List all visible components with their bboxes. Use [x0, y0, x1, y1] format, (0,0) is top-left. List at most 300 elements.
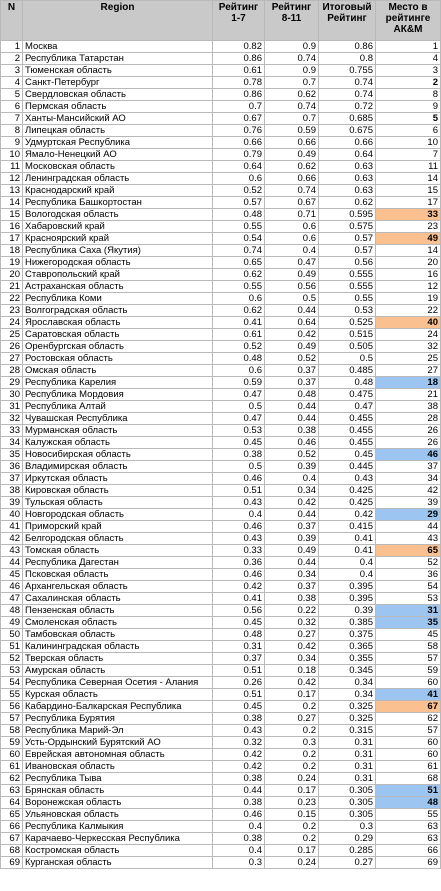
rating-1-7: 0.61 — [213, 329, 265, 341]
rating-1-7: 0.46 — [213, 521, 265, 533]
total-rating: 0.375 — [319, 629, 376, 641]
akm-place: 22 — [376, 305, 441, 317]
rating-8-11: 0.56 — [265, 281, 319, 293]
akm-place: 33 — [376, 209, 441, 221]
rating-1-7: 0.66 — [213, 137, 265, 149]
region-name: Удмуртская Республика — [23, 137, 213, 149]
rating-8-11: 0.42 — [265, 677, 319, 689]
table-row — [1, 437, 441, 449]
table-row — [1, 149, 441, 161]
rating-1-7: 0.4 — [213, 509, 265, 521]
row-number: 25 — [1, 329, 23, 341]
rating-1-7: 0.57 — [213, 197, 265, 209]
total-rating: 0.29 — [319, 833, 376, 845]
rating-8-11: 0.17 — [265, 845, 319, 857]
row-number: 34 — [1, 437, 23, 449]
row-number: 61 — [1, 761, 23, 773]
rating-8-11: 0.27 — [265, 629, 319, 641]
row-number: 21 — [1, 281, 23, 293]
row-number: 24 — [1, 317, 23, 329]
rating-1-7: 0.32 — [213, 737, 265, 749]
row-number: 11 — [1, 161, 23, 173]
table-row — [1, 161, 441, 173]
rating-1-7: 0.54 — [213, 233, 265, 245]
akm-place: 24 — [376, 329, 441, 341]
table-row — [1, 173, 441, 185]
akm-place: 26 — [376, 425, 441, 437]
total-rating: 0.525 — [319, 317, 376, 329]
region-name: Республика Тыва — [23, 773, 213, 785]
rating-8-11: 0.17 — [265, 785, 319, 797]
total-rating: 0.62 — [319, 197, 376, 209]
rating-1-7: 0.55 — [213, 281, 265, 293]
total-rating: 0.285 — [319, 845, 376, 857]
table-row — [1, 185, 441, 197]
akm-place: 49 — [376, 233, 441, 245]
row-number: 49 — [1, 617, 23, 629]
row-number: 69 — [1, 857, 23, 869]
akm-place: 6 — [376, 125, 441, 137]
rating-1-7: 0.52 — [213, 341, 265, 353]
rating-8-11: 0.15 — [265, 809, 319, 821]
rating-1-7: 0.67 — [213, 113, 265, 125]
total-rating: 0.8 — [319, 53, 376, 65]
rating-1-7: 0.78 — [213, 77, 265, 89]
region-name: Белгородская область — [23, 533, 213, 545]
row-number: 18 — [1, 245, 23, 257]
akm-place: 58 — [376, 641, 441, 653]
akm-place: 29 — [376, 509, 441, 521]
region-name: Ульяновская область — [23, 809, 213, 821]
region-name: Тверская область — [23, 653, 213, 665]
table-row — [1, 749, 441, 761]
total-rating: 0.385 — [319, 617, 376, 629]
row-number: 60 — [1, 749, 23, 761]
rating-1-7: 0.52 — [213, 185, 265, 197]
rating-8-11: 0.18 — [265, 665, 319, 677]
region-name: Брянская область — [23, 785, 213, 797]
total-rating: 0.395 — [319, 593, 376, 605]
row-number: 5 — [1, 89, 23, 101]
row-number: 67 — [1, 833, 23, 845]
region-name: Еврейская автономная область — [23, 749, 213, 761]
table-row — [1, 197, 441, 209]
rating-8-11: 0.59 — [265, 125, 319, 137]
total-rating: 0.74 — [319, 89, 376, 101]
row-number: 53 — [1, 665, 23, 677]
rating-1-7: 0.46 — [213, 809, 265, 821]
rating-8-11: 0.44 — [265, 305, 319, 317]
akm-place: 62 — [376, 713, 441, 725]
table-row — [1, 317, 441, 329]
akm-place: 14 — [376, 245, 441, 257]
rating-8-11: 0.44 — [265, 557, 319, 569]
rating-1-7: 0.47 — [213, 413, 265, 425]
region-name: Свердловская область — [23, 89, 213, 101]
table-row — [1, 761, 441, 773]
table-row — [1, 725, 441, 737]
akm-place: 35 — [376, 617, 441, 629]
rating-8-11: 0.49 — [265, 269, 319, 281]
total-rating: 0.47 — [319, 401, 376, 413]
rating-1-7: 0.37 — [213, 653, 265, 665]
akm-place: 55 — [376, 809, 441, 821]
region-name: Красноярский край — [23, 233, 213, 245]
row-number: 39 — [1, 497, 23, 509]
table-row — [1, 77, 441, 89]
total-rating: 0.325 — [319, 713, 376, 725]
row-number: 13 — [1, 185, 23, 197]
rating-1-7: 0.6 — [213, 365, 265, 377]
rating-8-11: 0.9 — [265, 65, 319, 77]
region-name: Республика Марий-Эл — [23, 725, 213, 737]
total-rating: 0.63 — [319, 185, 376, 197]
table-row — [1, 209, 441, 221]
table-row — [1, 245, 441, 257]
rating-1-7: 0.61 — [213, 65, 265, 77]
table-row — [1, 269, 441, 281]
rating-1-7: 0.41 — [213, 593, 265, 605]
rating-1-7: 0.38 — [213, 833, 265, 845]
row-number: 41 — [1, 521, 23, 533]
table-header — [1, 1, 441, 41]
table-row — [1, 113, 441, 125]
total-rating: 0.63 — [319, 173, 376, 185]
row-number: 63 — [1, 785, 23, 797]
rating-1-7: 0.38 — [213, 773, 265, 785]
rating-1-7: 0.74 — [213, 245, 265, 257]
total-rating: 0.31 — [319, 737, 376, 749]
table-row — [1, 425, 441, 437]
table-row — [1, 665, 441, 677]
region-name: Нижегородская область — [23, 257, 213, 269]
table-row — [1, 341, 441, 353]
rating-8-11: 0.4 — [265, 245, 319, 257]
akm-place: 4 — [376, 53, 441, 65]
rating-1-7: 0.6 — [213, 173, 265, 185]
region-name: Костромская область — [23, 845, 213, 857]
rating-8-11: 0.2 — [265, 761, 319, 773]
region-name: Тамбовская область — [23, 629, 213, 641]
akm-place: 51 — [376, 785, 441, 797]
row-number: 62 — [1, 773, 23, 785]
region-name: Республика Бурятия — [23, 713, 213, 725]
table-row — [1, 617, 441, 629]
rating-1-7: 0.51 — [213, 689, 265, 701]
table-row — [1, 305, 441, 317]
table-row — [1, 389, 441, 401]
total-rating: 0.74 — [319, 77, 376, 89]
region-name: Смоленская область — [23, 617, 213, 629]
table-row — [1, 41, 441, 53]
rating-8-11: 0.71 — [265, 209, 319, 221]
region-name: Омская область — [23, 365, 213, 377]
rating-1-7: 0.65 — [213, 257, 265, 269]
total-rating: 0.425 — [319, 497, 376, 509]
total-rating: 0.455 — [319, 413, 376, 425]
akm-place: 60 — [376, 749, 441, 761]
rating-1-7: 0.82 — [213, 41, 265, 53]
rating-1-7: 0.42 — [213, 749, 265, 761]
row-number: 33 — [1, 425, 23, 437]
rating-8-11: 0.37 — [265, 521, 319, 533]
total-rating: 0.755 — [319, 65, 376, 77]
region-name: Вологодская область — [23, 209, 213, 221]
table-row — [1, 221, 441, 233]
rating-8-11: 0.47 — [265, 257, 319, 269]
rating-8-11: 0.34 — [265, 485, 319, 497]
row-number: 2 — [1, 53, 23, 65]
row-number: 40 — [1, 509, 23, 521]
akm-place: 3 — [376, 65, 441, 77]
rating-8-11: 0.67 — [265, 197, 319, 209]
total-rating: 0.41 — [319, 545, 376, 557]
region-name: Иркутская область — [23, 473, 213, 485]
table-row — [1, 833, 441, 845]
rating-8-11: 0.2 — [265, 725, 319, 737]
rating-8-11: 0.62 — [265, 89, 319, 101]
table-body — [1, 41, 441, 869]
region-name: Республика Алтай — [23, 401, 213, 413]
rating-8-11: 0.2 — [265, 701, 319, 713]
akm-place: 68 — [376, 773, 441, 785]
table-row — [1, 629, 441, 641]
region-name: Воронежская область — [23, 797, 213, 809]
row-number: 15 — [1, 209, 23, 221]
table-row — [1, 677, 441, 689]
total-rating: 0.42 — [319, 509, 376, 521]
table-row — [1, 545, 441, 557]
akm-place: 9 — [376, 101, 441, 113]
total-rating: 0.34 — [319, 689, 376, 701]
rating-1-7: 0.5 — [213, 461, 265, 473]
akm-place: 46 — [376, 449, 441, 461]
rating-8-11: 0.17 — [265, 689, 319, 701]
table-row — [1, 809, 441, 821]
rating-8-11: 0.39 — [265, 533, 319, 545]
table-row — [1, 497, 441, 509]
total-rating: 0.575 — [319, 221, 376, 233]
region-name: Тюменская область — [23, 65, 213, 77]
rating-1-7: 0.45 — [213, 437, 265, 449]
total-rating: 0.57 — [319, 233, 376, 245]
rating-8-11: 0.24 — [265, 857, 319, 869]
table-row — [1, 281, 441, 293]
akm-place: 23 — [376, 221, 441, 233]
table-row — [1, 689, 441, 701]
rating-1-7: 0.86 — [213, 89, 265, 101]
row-number: 66 — [1, 821, 23, 833]
rating-8-11: 0.37 — [265, 581, 319, 593]
akm-place: 67 — [376, 701, 441, 713]
total-rating: 0.48 — [319, 377, 376, 389]
akm-place: 31 — [376, 605, 441, 617]
row-number: 31 — [1, 401, 23, 413]
akm-place: 12 — [376, 281, 441, 293]
row-number: 7 — [1, 113, 23, 125]
region-name: Ставропольский край — [23, 269, 213, 281]
row-number: 29 — [1, 377, 23, 389]
total-rating: 0.56 — [319, 257, 376, 269]
region-name: Калужская область — [23, 437, 213, 449]
akm-place: 19 — [376, 293, 441, 305]
rating-1-7: 0.42 — [213, 761, 265, 773]
rating-1-7: 0.46 — [213, 569, 265, 581]
region-name: Хабаровский край — [23, 221, 213, 233]
akm-place: 7 — [376, 149, 441, 161]
total-rating: 0.355 — [319, 653, 376, 665]
region-name: Калининградская область — [23, 641, 213, 653]
rating-1-7: 0.48 — [213, 629, 265, 641]
total-rating: 0.66 — [319, 137, 376, 149]
rating-1-7: 0.5 — [213, 401, 265, 413]
total-rating: 0.685 — [319, 113, 376, 125]
akm-place: 26 — [376, 437, 441, 449]
row-number: 32 — [1, 413, 23, 425]
table-row — [1, 101, 441, 113]
rating-8-11: 0.49 — [265, 545, 319, 557]
row-number: 59 — [1, 737, 23, 749]
region-name: Приморский край — [23, 521, 213, 533]
rating-8-11: 0.74 — [265, 101, 319, 113]
akm-place: 57 — [376, 653, 441, 665]
rating-8-11: 0.44 — [265, 509, 319, 521]
rating-8-11: 0.37 — [265, 377, 319, 389]
rating-8-11: 0.52 — [265, 449, 319, 461]
rating-8-11: 0.38 — [265, 593, 319, 605]
akm-place: 25 — [376, 353, 441, 365]
table-row — [1, 353, 441, 365]
row-number: 19 — [1, 257, 23, 269]
table-row — [1, 857, 441, 869]
row-number: 17 — [1, 233, 23, 245]
table-row — [1, 377, 441, 389]
row-number: 28 — [1, 365, 23, 377]
header-total-rating: Итоговый Рейтинг — [319, 1, 376, 41]
total-rating: 0.39 — [319, 605, 376, 617]
rating-8-11: 0.4 — [265, 473, 319, 485]
region-name: Сахалинская область — [23, 593, 213, 605]
rating-1-7: 0.53 — [213, 425, 265, 437]
table-row — [1, 521, 441, 533]
total-rating: 0.455 — [319, 437, 376, 449]
table-row — [1, 449, 441, 461]
rating-1-7: 0.6 — [213, 293, 265, 305]
rating-8-11: 0.5 — [265, 293, 319, 305]
total-rating: 0.53 — [319, 305, 376, 317]
row-number: 54 — [1, 677, 23, 689]
region-name: Пензенская область — [23, 605, 213, 617]
header-row — [1, 1, 441, 41]
total-rating: 0.63 — [319, 161, 376, 173]
table-row — [1, 785, 441, 797]
total-rating: 0.325 — [319, 701, 376, 713]
total-rating: 0.305 — [319, 797, 376, 809]
region-name: Курская область — [23, 689, 213, 701]
region-name: Республика Башкортостан — [23, 197, 213, 209]
akm-place: 53 — [376, 593, 441, 605]
rating-8-11: 0.74 — [265, 53, 319, 65]
total-rating: 0.305 — [319, 809, 376, 821]
row-number: 44 — [1, 557, 23, 569]
table-row — [1, 137, 441, 149]
rating-8-11: 0.2 — [265, 833, 319, 845]
rating-8-11: 0.7 — [265, 113, 319, 125]
header-region: Region — [23, 1, 213, 41]
total-rating: 0.485 — [319, 365, 376, 377]
total-rating: 0.455 — [319, 425, 376, 437]
row-number: 43 — [1, 545, 23, 557]
table-row — [1, 413, 441, 425]
row-number: 48 — [1, 605, 23, 617]
region-name: Астраханская область — [23, 281, 213, 293]
rating-8-11: 0.3 — [265, 737, 319, 749]
total-rating: 0.675 — [319, 125, 376, 137]
region-name: Республика Саха (Якутия) — [23, 245, 213, 257]
rating-1-7: 0.42 — [213, 581, 265, 593]
table-row — [1, 329, 441, 341]
akm-place: 10 — [376, 137, 441, 149]
row-number: 9 — [1, 137, 23, 149]
region-name: Санкт-Петербург — [23, 77, 213, 89]
region-name: Липецкая область — [23, 125, 213, 137]
rating-8-11: 0.32 — [265, 617, 319, 629]
total-rating: 0.3 — [319, 821, 376, 833]
row-number: 51 — [1, 641, 23, 653]
row-number: 6 — [1, 101, 23, 113]
akm-place: 16 — [376, 269, 441, 281]
region-name: Ямало-Ненецкий АО — [23, 149, 213, 161]
region-name: Московская область — [23, 161, 213, 173]
table-row — [1, 701, 441, 713]
total-rating: 0.505 — [319, 341, 376, 353]
region-name: Владимирская область — [23, 461, 213, 473]
akm-place: 48 — [376, 797, 441, 809]
region-name: Кировская область — [23, 485, 213, 497]
total-rating: 0.555 — [319, 281, 376, 293]
row-number: 47 — [1, 593, 23, 605]
rating-1-7: 0.55 — [213, 221, 265, 233]
akm-place: 14 — [376, 173, 441, 185]
total-rating: 0.555 — [319, 269, 376, 281]
row-number: 30 — [1, 389, 23, 401]
rating-1-7: 0.48 — [213, 353, 265, 365]
row-number: 10 — [1, 149, 23, 161]
akm-place: 63 — [376, 833, 441, 845]
region-name: Новосибирская область — [23, 449, 213, 461]
akm-place: 37 — [376, 461, 441, 473]
region-name: Томская область — [23, 545, 213, 557]
table-row — [1, 653, 441, 665]
row-number: 58 — [1, 725, 23, 737]
akm-place: 42 — [376, 485, 441, 497]
akm-place: 54 — [376, 581, 441, 593]
total-rating: 0.31 — [319, 761, 376, 773]
rating-8-11: 0.49 — [265, 341, 319, 353]
akm-place: 36 — [376, 569, 441, 581]
table-row — [1, 293, 441, 305]
total-rating: 0.5 — [319, 353, 376, 365]
table-row — [1, 89, 441, 101]
total-rating: 0.395 — [319, 581, 376, 593]
table-row — [1, 641, 441, 653]
akm-place: 60 — [376, 737, 441, 749]
akm-place: 38 — [376, 401, 441, 413]
rating-1-7: 0.38 — [213, 713, 265, 725]
region-name: Республика Коми — [23, 293, 213, 305]
rating-1-7: 0.43 — [213, 497, 265, 509]
rating-1-7: 0.64 — [213, 161, 265, 173]
